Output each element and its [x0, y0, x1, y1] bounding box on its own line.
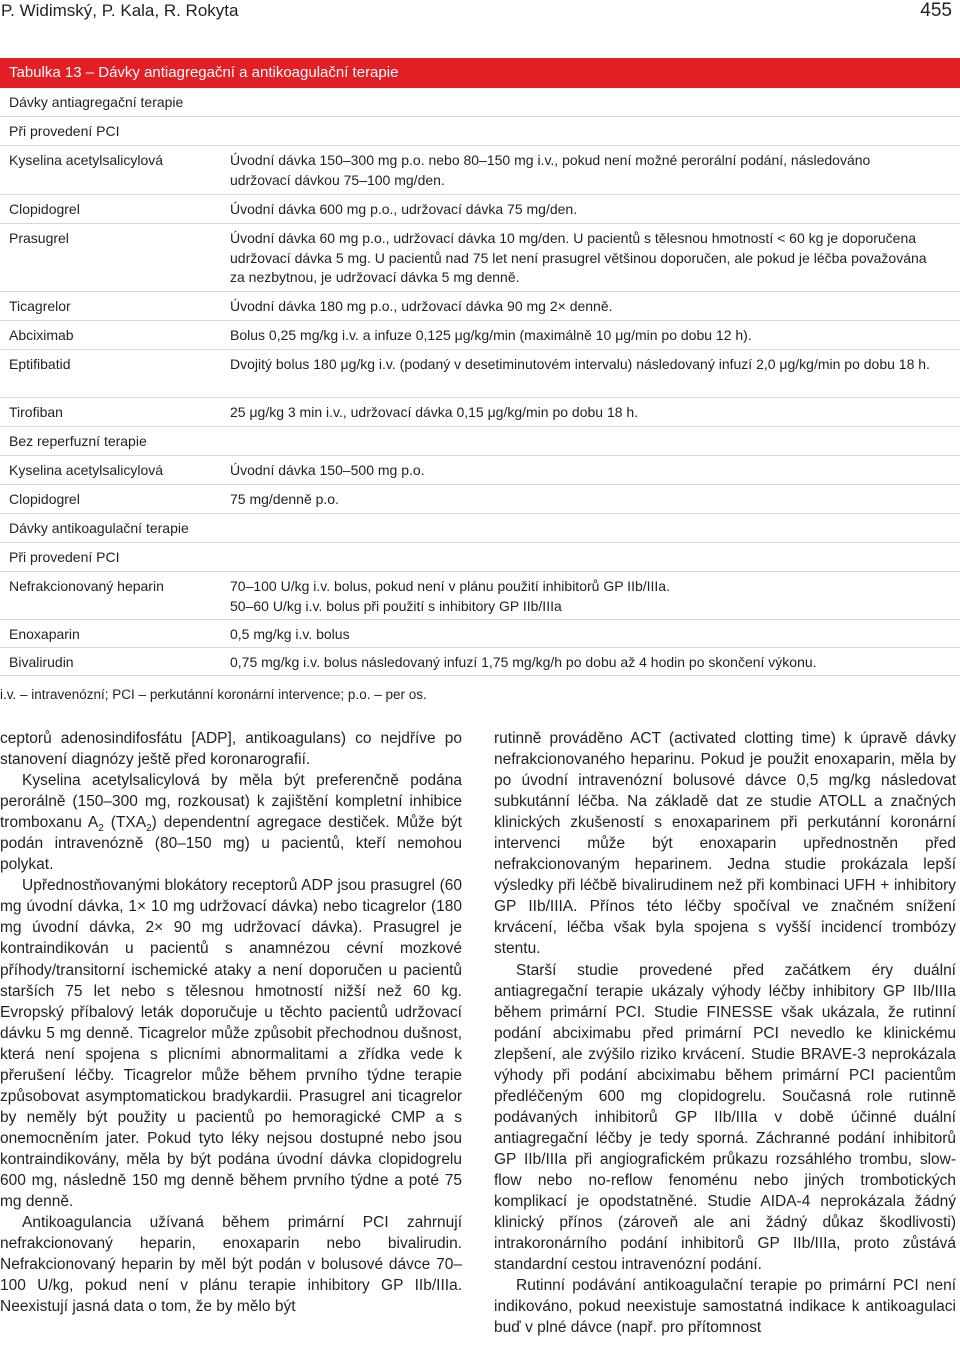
body-paragraph: Upřednostňovanými blokátory receptorů ADP jsou prasugrel (60 mg úvodní dávka, 1× 10 mg udržovací dávka) nebo ticagrelor (180 mg úvodní dávka, 2× 90 mg udržovací dávka). Prasugrel je kontraindikován u pacientů s anamnézou cévní mozkové příhody/transitorní ischemické ataky a není doporučen u pacientů starších 75 let nebo s tělesnou hmotností nižší než 60 kg. Evropský příbalový leták doporučuje u těchto pacientů udržovací dávku 5 mg denně. Ticagrelor může způsobit přechodnou dušnost, která není spojena s plicními abnormalitami a zřídka vede k přerušení léčby. Ticagrelor může během prvního týdne terapie způsobovat asymptomatickou bradykardii. Prasugrel ani ticagrelor by neměly být použity u pacientů po hemoragické CMP a s onemocněním jater. Pokud tyto léky nejsou dostupné nebo jsou kontraindikovány, měla by být podána úvodní dávka clopidogrelu 600 mg, následně 150 mg denně během prvního týdne a poté 75 mg denně. [0, 877, 462, 1211]
table-row [0, 321, 960, 350]
drug-name-cell: Ticagrelor [9, 298, 71, 314]
table-row [0, 292, 960, 321]
running-head-authors: P. Widimský, P. Kala, R. Rokyta [1, 1, 239, 20]
drug-name-cell: Dávky antiagregační terapie [9, 94, 184, 110]
drug-name-cell: Při provedení PCI [9, 549, 120, 565]
drug-name-cell: Bez reperfuzní terapie [9, 433, 147, 449]
dose-table [0, 58, 960, 676]
dose-cell: Dvojitý bolus 180 μg/kg i.v. (podaný v desetiminutovém intervalu) následovaný infuzí 2,0 μg/kg/min po dobu 18 h. [230, 356, 930, 372]
drug-name-cell: Clopidogrel [9, 201, 80, 217]
drug-name-cell: Prasugrel [9, 230, 69, 246]
drug-name-cell: Dávky antikoagulační terapie [9, 520, 189, 536]
body-paragraph: Rutinní podávání antikoagulační terapie po primární PCI není indikováno, pokud neexistuje samostatná indikace k antikoagulaci buď v plné dávce (např. pro přítomnost [494, 1277, 956, 1337]
dose-cell: Úvodní dávka 60 mg p.o., udržovací dávka 10 mg/den. U pacientů s tělesnou hmotností < 60 kg je doporučena udržovací dávka 5 mg. U pacientů nad 75 let není prasugrel většinou doporučen, ale pokud je léčba považována za nezbytnou, je udržovací dávka 5 mg denně. [230, 230, 927, 285]
drug-name-cell: Kyselina acetylsalicylová [9, 152, 164, 168]
dose-cell: 25 μg/kg 3 min i.v., udržovací dávka 0,15 μg/kg/min po dobu 18 h. [230, 404, 639, 420]
drug-name-cell: Clopidogrel [9, 491, 80, 507]
table-section-row [0, 427, 960, 456]
dose-cell: 75 mg/denně p.o. [230, 491, 339, 507]
body-paragraph: Antikoagulancia užívaná během primární PCI zahrnují nefrakcionovaný heparin, enoxaparin nebo bivalirudin. Nefrakcionovaný heparin by měl být podán v bolusové dávce 70–100 U/kg, pokud není v plánu terapie inhibitory GP IIb/IIIa. Neexistují jasná data o tom, že by mělo být [0, 1214, 462, 1316]
table-section-row [0, 88, 960, 117]
body-paragraph: Kyselina acetylsalicylová by měla být preferenčně podána perorálně (150–300 mg, rozkousat) k zajištění kompletní inhibice tromboxanu $A_2$ $(TXA_2)$ dependentní agregace destiček. Může být podán intravenózně (80–150 mg) u pacientů, kteří nemohou polykat. [0, 772, 462, 874]
drug-name-cell: Bivalirudin [9, 654, 74, 670]
drug-name-cell: Při provedení PCI [9, 123, 120, 139]
table-row [0, 572, 960, 620]
table-title: Tabulka 13 – Dávky antiagregační a antikoagulační terapie [0, 58, 960, 88]
dose-cell: 0,5 mg/kg i.v. bolus [230, 626, 350, 642]
text-column-right [494, 728, 956, 1338]
table-row [0, 620, 960, 648]
table-row [0, 485, 960, 514]
dose-cell: Bolus 0,25 mg/kg i.v. a infuze 0,125 μg/kg/min (maximálně 10 μg/min po dobu 12 h). [230, 327, 752, 343]
dose-cell: Úvodní dávka 600 mg p.o., udržovací dávka 75 mg/den. [230, 201, 578, 217]
body-paragraph: rutinně prováděno ACT (activated clotting time) k úpravě dávky nefrakcionovaného heparinu. Pokud je použit enoxaparin, měla by po úvodní intravenózní bolusové dávce 0,5 mg/kg následovat subkutánní léčba. Na základě dat ze studie ATOLL a značných klinických zkušeností s enoxaparinem při perkutánní koronární intervenci může být enoxaparin upřednostněn před nefrakcionovaným heparinem. Jedna studie prokázala lepší výsledky při léčbě bivalirudinem než při kombinaci UFH + inhibitory GP IIb/IIIA. Přínos této léčby spočíval ve značném snížení krvácení, léčba však byla spojena s vyšší incidencí trombózy stentu. [494, 730, 956, 958]
table-row [0, 350, 960, 398]
drug-name-cell: Abciximab [9, 327, 74, 343]
drug-name-cell: Tirofiban [9, 404, 63, 420]
table-row [0, 224, 960, 292]
drug-name-cell: Enoxaparin [9, 626, 80, 642]
body-paragraph: Starší studie provedené před začátkem éry duální antiagregační terapie ukázaly výhody léčby inhibitory GP IIb/IIIa během primární PCI. Studie FINESSE však ukázala, že rutinní podání abciximabu před primární PCI nevedlo ke klinickému zlepšení, ale zvýšilo riziko krvácení. Studie BRAVE-3 neprokázala výhody při podání abciximabu během primární PCI pacientům předléčeným 600 mg clopidogrelu. Současná role rutinně podávaných inhibitorů GP IIb/IIIa v době účinné duální antiagregační léčby je tedy sporná. Záchranné podání inhibitorů GP IIb/IIIa při angiografickém průkazu rozsáhlého trombu, slow-flow nebo no-reflow fenoménu nebo jiných trombotických komplikací je opodstatněné. Studie AIDA-4 neprokázala žádný klinický přínos (zároveň ale ani žádný důkaz škodlivosti) intrakoronárního podání inhibitorů GP IIb/IIIa, proto zůstává standardní cestou intravenózní podání. [494, 961, 956, 1274]
table-row [0, 648, 960, 676]
table-section-row [0, 514, 960, 543]
dose-cell: Úvodní dávka 150–300 mg p.o. nebo 80–150 mg i.v., pokud není možné perorální podání, následováno udržovací dávkou 75–100 mg/den. [230, 152, 871, 188]
drug-name-cell: Kyselina acetylsalicylová [9, 462, 164, 478]
dose-cell: Úvodní dávka 180 mg p.o., udržovací dávka 90 mg 2× denně. [230, 298, 613, 314]
table-section-row [0, 117, 960, 146]
page-number: 455 [920, 0, 952, 21]
table-row [0, 456, 960, 485]
table-row [0, 195, 960, 224]
table-row [0, 398, 960, 427]
dose-cell: 70–100 U/kg i.v. bolus, pokud není v plánu použití inhibitorů GP IIb/IIIa. 50–60 U/kg i.v. bolus při použití s inhibitory GP IIb/IIIa [230, 578, 670, 614]
table-section-row [0, 543, 960, 572]
drug-name-cell: Eptifibatid [9, 356, 71, 372]
table-row [0, 146, 960, 195]
dose-cell: Úvodní dávka 150–500 mg p.o. [230, 462, 425, 478]
body-paragraph: ceptorů adenosindifosfátu [ADP], antikoagulans) co nejdříve po stanovení diagnózy ještě před koronarografií. [0, 730, 462, 769]
drug-name-cell: Nefrakcionovaný heparin [9, 578, 164, 594]
running-head [0, 0, 960, 24]
text-column-left [0, 728, 462, 1317]
table-body [0, 88, 960, 676]
dose-cell: 0,75 mg/kg i.v. bolus následovaný infuzí 1,75 mg/kg/h po dobu až 4 hodin po skončení výkonu. [230, 654, 817, 670]
table-footnote: i.v. – intravenózní; PCI – perkutánní koronární intervence; p.o. – per os. [0, 687, 427, 702]
